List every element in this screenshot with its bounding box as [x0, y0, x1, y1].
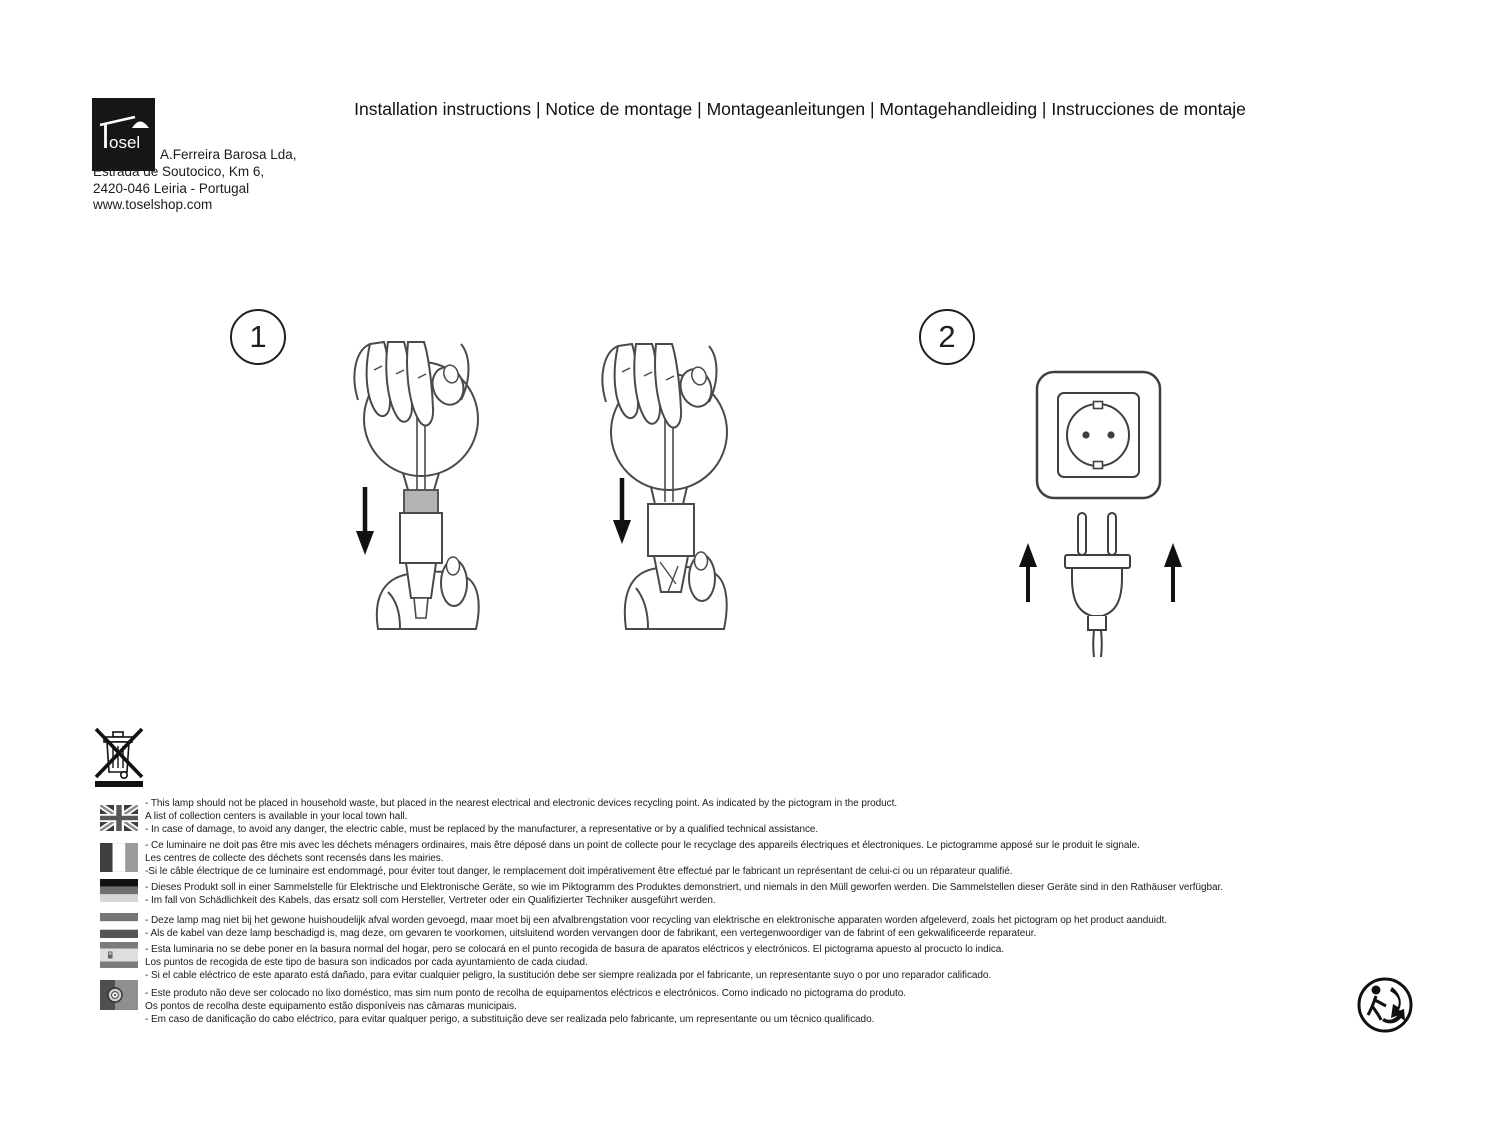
uk-flag-icon [100, 805, 138, 831]
weee-crossed-bin-icon [93, 726, 145, 788]
tosel-logo [92, 98, 155, 171]
bulb-seated-icon [580, 340, 755, 630]
germany-flag-icon [100, 879, 138, 902]
language-section-fr [145, 839, 1140, 878]
instruction-line: - Si el cable eléctrico de este aparato está dañado, para evitar cualquier peligro, la sustitución debe ser siempre realizada por el fabricante, un representante suyo o por uno reparador calificado. [145, 970, 992, 981]
language-section-de [145, 881, 1223, 907]
instruction-line: - Dieses Produkt soll in einer Sammelstelle für Elektrische und Elektronische Geräte, so wie im Piktogramm des Produktes demonstriert, und niemals in den Müll geworfen werden. Die Sammelstellen dieser Geräte sind in den Rathäuser verfügbar. [145, 882, 1223, 893]
bulb-screw-in-icon [330, 340, 510, 630]
portugal-flag-icon [100, 980, 138, 1010]
outlet-and-plug-icon [990, 358, 1250, 658]
instruction-line: - This lamp should not be placed in household waste, but placed in the nearest electrical and electronic devices recycling point. As indicated by the pictogram in the product. [145, 798, 898, 809]
language-section-es [145, 943, 1004, 982]
instruction-line: - Deze lamp mag niet bij het gewone huishoudelijk afval worden gevoegd, maar moet bij een afvalbrengstation voor recycling van elektrische en elektronische apparaten worden afgeleverd, zoals het pictogram op het product aanduidt. [145, 915, 1167, 926]
france-flag-icon [100, 843, 138, 872]
instruction-line: Les centres de collecte des déchets sont recensés dans les mairies. [145, 853, 444, 864]
netherlands-flag-icon [100, 913, 138, 938]
instruction-line: A list of collection centers is available in your local town hall. [145, 811, 408, 822]
instruction-line: -Si le câble électrique de ce luminaire est endommagé, pour éviter tout danger, le remplacement doit impérativement être effectué par le fabricant un représentant de celui-ci ou un réparateur qualifié. [145, 866, 1013, 877]
instruction-line: Los puntos de recogida de este tipo de basura son indicados por cada ayuntamiento de cada ciudad. [145, 957, 588, 968]
instruction-line: - In case of damage, to avoid any danger, the electric cable, must be replaced by the manufacturer, a representative or by a qualified technical assistance. [145, 824, 819, 835]
instruction-line: - Im fall von Schädlichkeit des Kabels, das ersatz soll com Hersteller, Vertreter oder ein Qualifizierter Techniker ausgeführt werden. [145, 895, 716, 906]
instruction-line: - Als de kabel van deze lamp beschadigd is, mag deze, om gevaren te voorkomen, uitsluitend worden vervangen door de fabrikant, een vertegenwoordiger van de fabrint of een gekwalificeerde reparateur. [145, 928, 1037, 939]
tosel-logo-icon [92, 98, 155, 171]
svg-text:osel: osel [109, 133, 141, 152]
step-2-badge [919, 309, 975, 365]
instruction-line: - Esta luminaria no se debe poner en la basura normal del hogar, pero se colocará en el punto recogida de basura de aparatos eléctricos y electrónicos. El pictograma apuesto al procucto lo indica. [145, 944, 1005, 955]
step-1-badge [230, 309, 286, 365]
website: www.toselshop.com [93, 197, 213, 212]
address-line-2: 2420-046 Leiria - Portugal [93, 181, 250, 196]
instruction-line: - Em caso de danificação do cabo eléctrico, para evitar qualquer perigo, a substituição deve ser realizada pelo fabricante, um representante ou um técnico qualificado. [145, 1014, 875, 1025]
step-2-number: 2 [938, 319, 956, 354]
instruction-line: - Ce luminaire ne doit pas être mis avec les déchets ménagers ordinaires, mais être déposé dans un point de collecte pour le recyclage des appareils électriques et électroniques. Le pictogramme apposé sur le produit le signale. [145, 840, 1140, 851]
triman-recycling-icon [1355, 975, 1415, 1035]
step-1-number: 1 [249, 319, 267, 354]
spain-flag-icon [100, 942, 138, 968]
language-section-pt [145, 987, 906, 1026]
instruction-line: - Este produto não deve ser colocado no lixo doméstico, mas sim num ponto de recolha de equipamentos eléctricos e electrónicos. Como indicado no pictograma do produto. [145, 988, 906, 999]
instruction-line: Os pontos de recolha deste equipamento estão disponíveis nas câmaras municipais. [145, 1001, 517, 1012]
company-name: A.Ferreira Barosa Lda, [160, 147, 297, 162]
address-line-1: Estrada de Soutocico, Km 6, [93, 164, 265, 179]
language-section-en [145, 797, 897, 836]
page-title: Installation instructions | Notice de montage | Montageanleitungen | Montagehandleiding | Instrucciones de montaje [354, 99, 1246, 119]
language-section-nl [145, 914, 1167, 940]
